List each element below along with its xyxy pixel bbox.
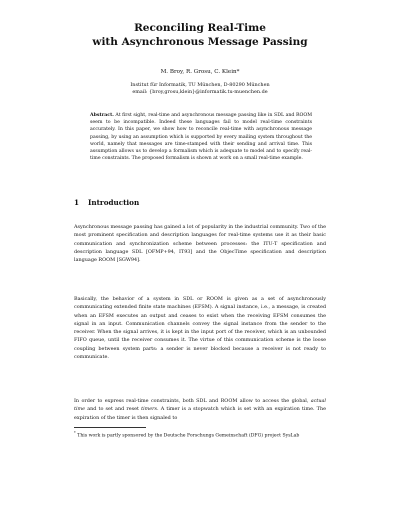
paragraph-3-emphasis-actual-time: actual time bbox=[74, 398, 326, 413]
paper-title-line2: with Asynchronous Message Passing bbox=[92, 36, 308, 48]
affiliation: Institut für Informatik, TU München, D-80290 München bbox=[130, 82, 270, 88]
section-heading bbox=[74, 198, 139, 207]
paper-title-line1: Reconciling Real-Time bbox=[134, 22, 266, 34]
footnote-mark: * bbox=[74, 431, 76, 435]
footnote-text: This work is partly sponsored by the Deutsche Forschungs Gemeinschaft (DFG) project SysLab bbox=[77, 433, 300, 439]
paragraph-3 bbox=[74, 397, 326, 422]
abstract bbox=[90, 112, 312, 162]
abstract-label: Abstract. bbox=[90, 113, 114, 118]
footnote-rule bbox=[74, 427, 146, 428]
paragraph-3-text-c: . A timer is a stopwatch which is set with an expiration time. The expiration of the timer is then signaled to bbox=[74, 406, 326, 421]
footnote bbox=[74, 430, 326, 440]
authors: M. Broy, R. Grosu, C. Klein* bbox=[160, 69, 240, 75]
email: email: {broy,grosu,klein}@informatik.tu-muenchen.de bbox=[132, 89, 268, 95]
paragraph-3-text-b: and to set and reset bbox=[85, 406, 142, 413]
paragraph-2: Basically, the behavior of a system in SDL or ROOM is given as a set of asynchronously communicating extended finite state machines (EFSM). A signal instance, i.e., a message, is created when an EFSM executes an output and ceases to exist when the receiving EFSM consumes the signal in an input. Communication channels convey the signal instance from the sender to the receiver. When the signal arrives, it is kept in the input port of the receiver, which is an unbounded FIFO queue, until the receiver consumes it. The virtue of this communication scheme is the loose coupling between system parts: a sender is never blocked because a receiver is not ready to communicate. bbox=[74, 296, 326, 360]
paragraph-3-emphasis-timers: timers bbox=[141, 406, 158, 413]
section-title: Introduction bbox=[88, 198, 140, 207]
paragraph-1: Asynchronous message passing has gained a lot of popularity in the industrial community. Two of the most prominent specification and description languages for real-time systems use it as their basic communication and synchronization scheme between processes: the ITU-T specification and description language SDL [OFMP+94, IT93] and the ObjecTime specification and description language ROOM [SGW94]. bbox=[74, 224, 326, 263]
paragraph-3-text-a: In order to express real-time constraints, both SDL and ROOM allow to access the global, bbox=[74, 398, 311, 404]
section-number: 1 bbox=[74, 198, 80, 207]
abstract-text: At first sight, real-time and asynchronous message passing like in SDL and ROOM seem to be incompatible. Indeed these languages fail to model real-time constraints accurately. In this paper, we show how to reconcile real-time with asynchronous message passing, by using an assumption which is supported by every mailing system throughout the world, namely that messages are time-stamped with their sending and arrival time. This assumption allows us to develop a formalism which is adequate to model and to specify real-time constraints. The proposed formalism is shown at work on a small real-time example. bbox=[90, 113, 312, 162]
